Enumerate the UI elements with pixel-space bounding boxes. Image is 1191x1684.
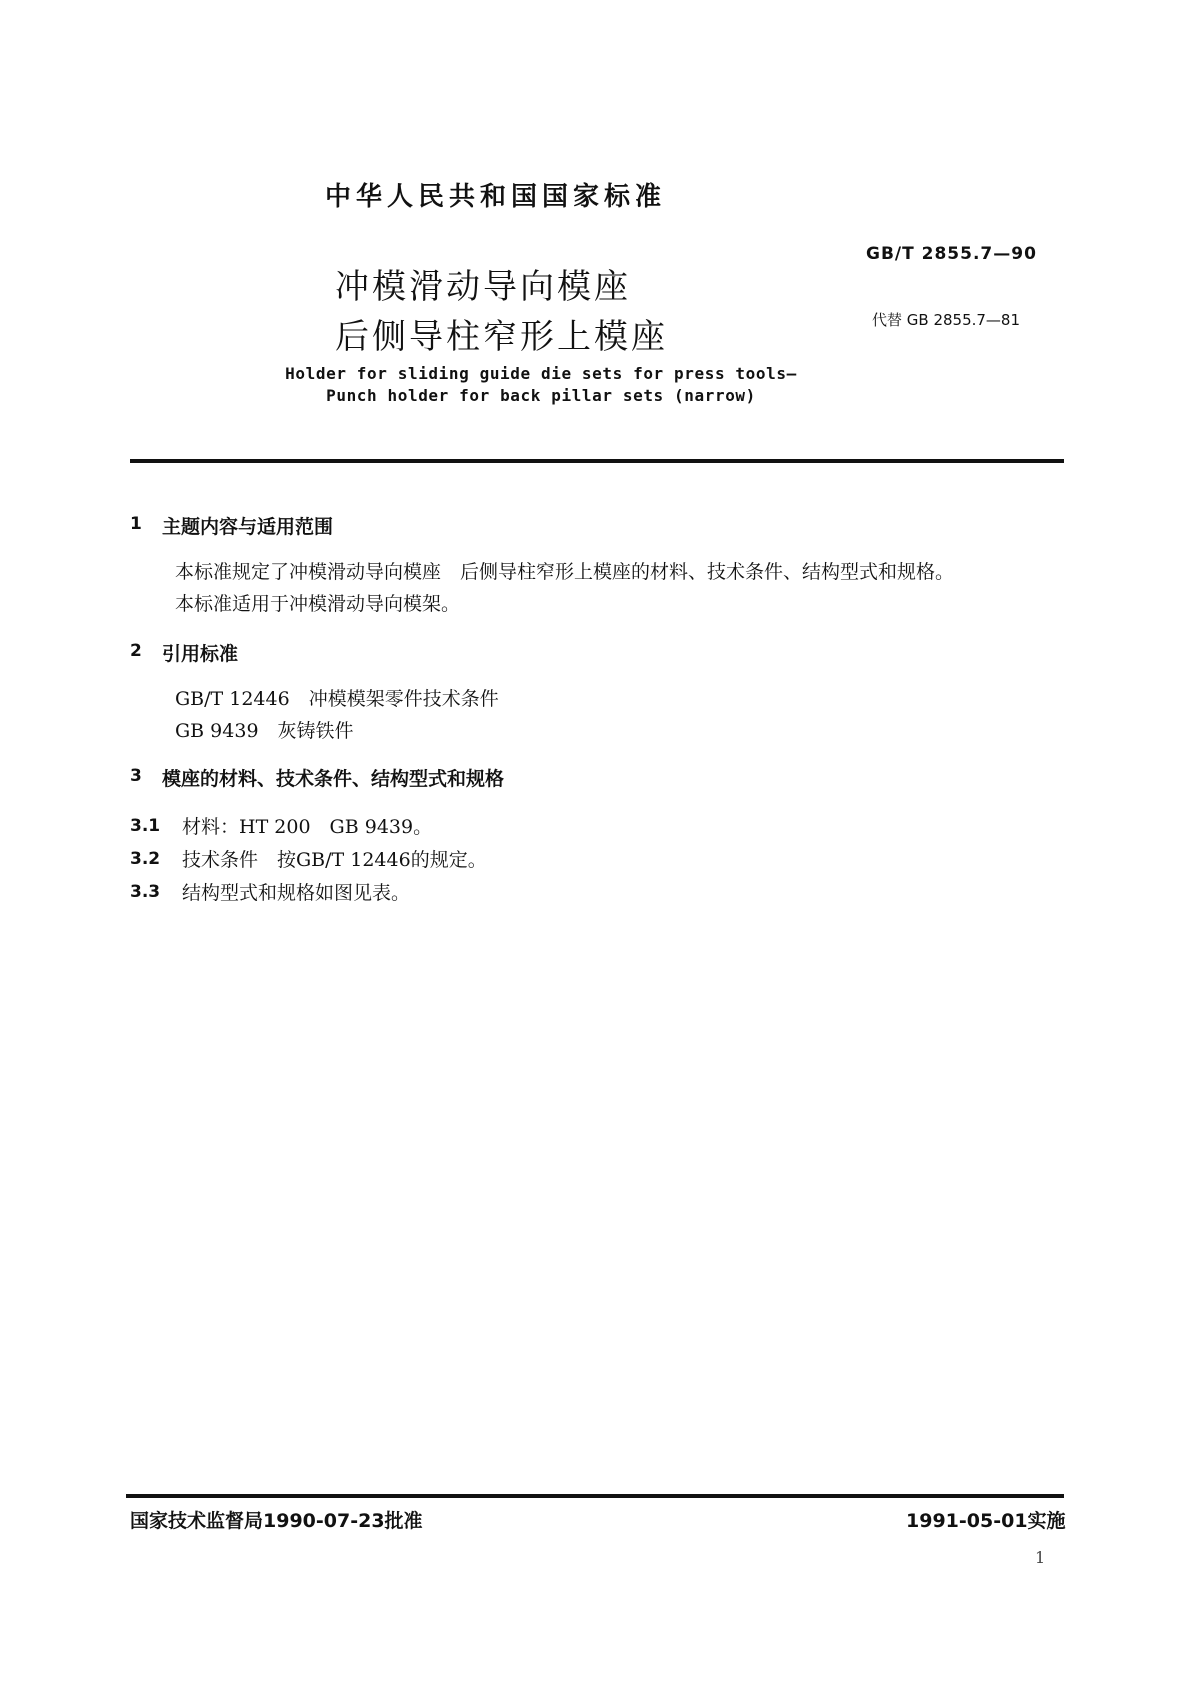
section-1-paragraph-2: 本标准适用于冲模滑动导向模架。 bbox=[175, 593, 461, 615]
subsection-text: 结构型式和规格如图见表。 bbox=[182, 882, 411, 904]
footer-divider bbox=[126, 1494, 1064, 1498]
section-3-heading: 模座的材料、技术条件、结构型式和规格 bbox=[162, 768, 505, 790]
section-1-heading: 主题内容与适用范围 bbox=[162, 516, 334, 538]
approval-date: 国家技术监督局1990-07-23批准 bbox=[130, 1510, 423, 1532]
section-1-paragraph-1: 本标准规定了冲模滑动导向模座 后侧导柱窄形上模座的材料、技术条件、结构型式和规格。 bbox=[175, 561, 955, 583]
reference-item: GB/T 12446 冲模模架零件技术条件 bbox=[175, 688, 499, 710]
page-number: 1 bbox=[1035, 1548, 1046, 1567]
subsection-number: 3.3 bbox=[130, 882, 161, 902]
section-1-number: 1 bbox=[130, 514, 142, 534]
chinese-title-line-1: 冲模滑动导向模座 bbox=[335, 267, 631, 307]
subsection-number: 3.2 bbox=[130, 849, 161, 869]
subsection-text: 技术条件 按GB/T 12446的规定。 bbox=[182, 849, 487, 871]
subsection-number: 3.1 bbox=[130, 816, 161, 836]
section-2-heading: 引用标准 bbox=[162, 643, 239, 665]
english-title-line-2: Punch holder for back pillar sets (narrow) bbox=[326, 386, 756, 405]
section-3-number: 3 bbox=[130, 766, 142, 786]
english-title-line-1: Holder for sliding guide die sets for press tools— bbox=[285, 364, 797, 383]
replaces-standard: 代替 GB 2855.7—81 bbox=[872, 311, 1021, 329]
reference-item: GB 9439 灰铸铁件 bbox=[175, 720, 354, 742]
subsection-text: 材料：HT 200 GB 9439。 bbox=[182, 816, 433, 838]
header-divider bbox=[130, 459, 1064, 463]
section-2-number: 2 bbox=[130, 641, 142, 661]
national-standard-heading: 中华人民共和国国家标准 bbox=[325, 182, 667, 212]
chinese-title-line-2: 后侧导柱窄形上模座 bbox=[335, 317, 668, 357]
standard-number: GB/T 2855.7—90 bbox=[866, 244, 1037, 264]
implementation-date: 1991-05-01实施 bbox=[906, 1510, 1066, 1532]
